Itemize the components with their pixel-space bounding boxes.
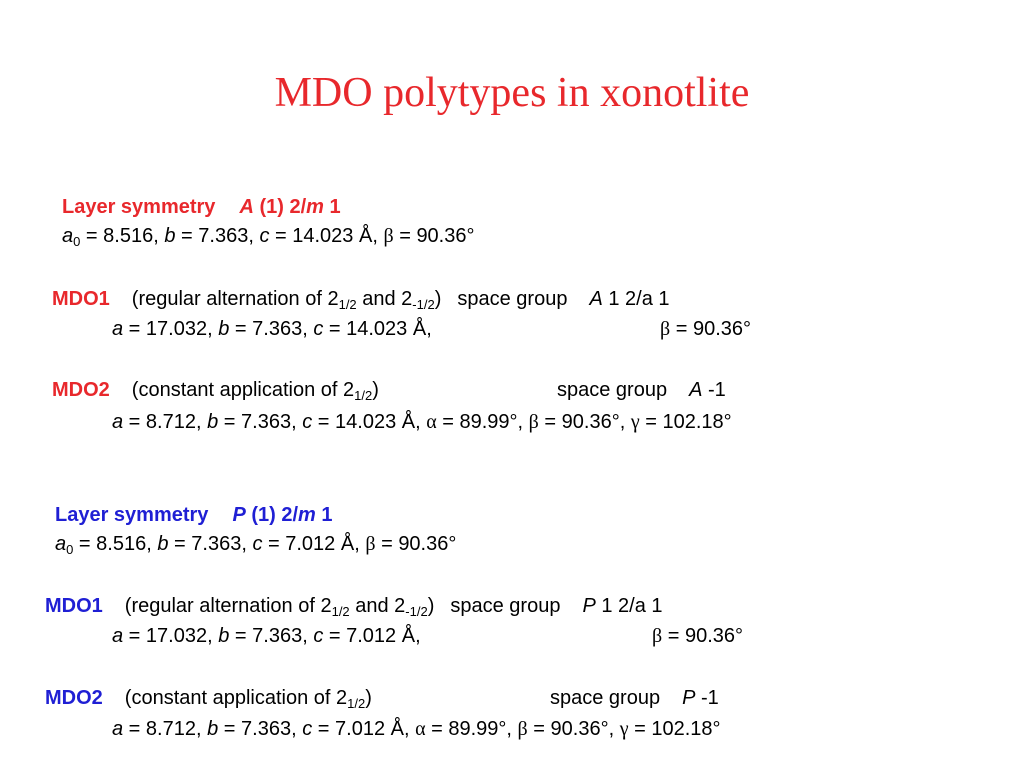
s1-mdo2-params: a = 8.712, b = 7.363, c = 14.023 Å, α = 89.99°, β = 90.36°, γ = 102.18°: [112, 411, 732, 433]
s1-a0-value: 8.516: [103, 225, 154, 247]
s2-mdo2-desc: (constant application of 2: [124, 687, 348, 709]
s2-mdo2-header: MDO2 (constant application of $2_{1/2}$): [45, 687, 372, 711]
s2-mdo2-label: MDO2: [45, 687, 103, 709]
s2-mdo2-sg: space group P -1: [550, 687, 719, 709]
s1-mdo1-sg-value: 1 2/a 1: [602, 288, 670, 310]
s1-mdo1-label: MDO1: [52, 288, 110, 310]
s2-mdo2-params: a = 8.712, b = 7.363, c = 7.012 Å, α = 89.99°, β = 90.36°, γ = 102.18°: [112, 718, 721, 740]
s2-mdo1-sg-label: space group: [450, 595, 561, 617]
s1-mdo2-alpha-value: 89.99°: [459, 411, 518, 433]
s1-b-value: 7.363: [198, 225, 249, 247]
s1-mdo2-b-value: 7.363: [241, 411, 292, 433]
s1-layer-sym-end: 1: [323, 196, 341, 218]
s2-mdo1-beta-value: 90.36°: [684, 625, 744, 647]
s1-layer-symmetry: [62, 195, 341, 219]
s2-layer-letter: P: [232, 504, 246, 526]
s2-mdo2-beta-value: 90.36°: [550, 718, 609, 740]
s2-b-value: 7.363: [191, 533, 242, 555]
s1-mdo2-sg-label: space group: [557, 379, 668, 401]
s2-mdo2-sg-label: space group: [550, 687, 661, 709]
s2-mdo1-a-value: 17.032: [145, 625, 208, 647]
s1-layer-m: m: [306, 196, 324, 218]
s2-layer-sym-mid: (1) 2/: [245, 504, 299, 526]
s1-mdo1-sg-label: space group: [457, 288, 568, 310]
s1-mdo1-desc: (regular alternation of 2: [131, 288, 339, 310]
slide-title: MDO polytypes in xonotlite: [274, 70, 750, 116]
s2-cell-params: $a_0 = 8.516$, b = 7.363, c = 7.012 Å, β = 90.36°: [55, 533, 457, 557]
s2-a0-value: 8.516: [96, 533, 147, 555]
s2-mdo1-c-value: 7.012 Å,: [346, 625, 421, 647]
s2-mdo2-sg-value: -1: [695, 687, 719, 709]
s1-mdo2-sg: space group A -1: [557, 379, 726, 401]
s1-mdo1-b-value: 7.363: [252, 318, 303, 340]
s1-mdo2-header: MDO2 (constant application of $2_{1/2}$): [52, 379, 379, 403]
s1-mdo2-desc: (constant application of 2: [131, 379, 355, 401]
s2-mdo2-c-value: 7.012 Å: [335, 718, 404, 740]
s1-mdo2-c-value: 14.023 Å: [335, 411, 416, 433]
s1-layer-letter: A: [239, 196, 254, 218]
s2-mdo1-desc: (regular alternation of 2: [124, 595, 332, 617]
s2-mdo2-b-value: 7.363: [241, 718, 292, 740]
s1-mdo2-gamma-value: 102.18°: [662, 411, 732, 433]
s2-mdo1-header: MDO1 (regular alternation of $2_{1/2}$ and $2_{-1/2}$) space group P 1 2/a 1: [45, 595, 663, 619]
s2-mdo1-beta: β = 90.36°: [652, 625, 744, 647]
s1-c-value: 14.023 Å: [292, 225, 373, 247]
s2-c-value: 7.012 Å: [285, 533, 355, 555]
s2-layer-symmetry: [55, 503, 333, 527]
s2-layer-sym-end: 1: [315, 504, 333, 526]
s1-mdo1-a-value: 17.032: [145, 318, 208, 340]
s1-mdo1-params: a = 17.032, b = 7.363, c = 14.023 Å,: [112, 318, 432, 340]
s1-mdo2-sg-value: -1: [702, 379, 726, 401]
s1-layer-label: Layer symmetry: [62, 196, 216, 218]
s1-mdo1-c-value: 14.023 Å,: [346, 318, 432, 340]
s2-mdo1-b-value: 7.363: [252, 625, 303, 647]
s1-mdo1-beta: β = 90.36°: [660, 318, 752, 340]
s2-mdo2-alpha-value: 89.99°: [448, 718, 507, 740]
s1-mdo2-a-value: 8.712: [145, 411, 196, 433]
s2-mdo2-gamma-value: 102.18°: [651, 718, 721, 740]
s2-layer-m: m: [298, 504, 316, 526]
s1-mdo2-label: MDO2: [52, 379, 110, 401]
s1-mdo2-beta-value: 90.36°: [561, 411, 620, 433]
s2-mdo1-label: MDO1: [45, 595, 103, 617]
s2-mdo2-a-value: 8.712: [145, 718, 196, 740]
s1-mdo1-beta-value: 90.36°: [692, 318, 752, 340]
s2-layer-label: Layer symmetry: [55, 504, 209, 526]
s1-cell-params: $a_0 = 8.516$, b = 7.363, c = 14.023 Å, β = 90.36°: [62, 225, 475, 249]
s1-mdo1-header: MDO1 (regular alternation of $2_{1/2}$ and $2_{-1/2}$) space group A 1 2/a 1: [52, 288, 670, 312]
s1-layer-sym-mid: (1) 2/: [253, 196, 307, 218]
s2-mdo1-sg-value: 1 2/a 1: [595, 595, 663, 617]
s1-beta-value: 90.36°: [416, 225, 475, 247]
s2-beta-value: 90.36°: [398, 533, 457, 555]
s2-mdo1-params: a = 17.032, b = 7.363, c = 7.012 Å,: [112, 625, 421, 647]
